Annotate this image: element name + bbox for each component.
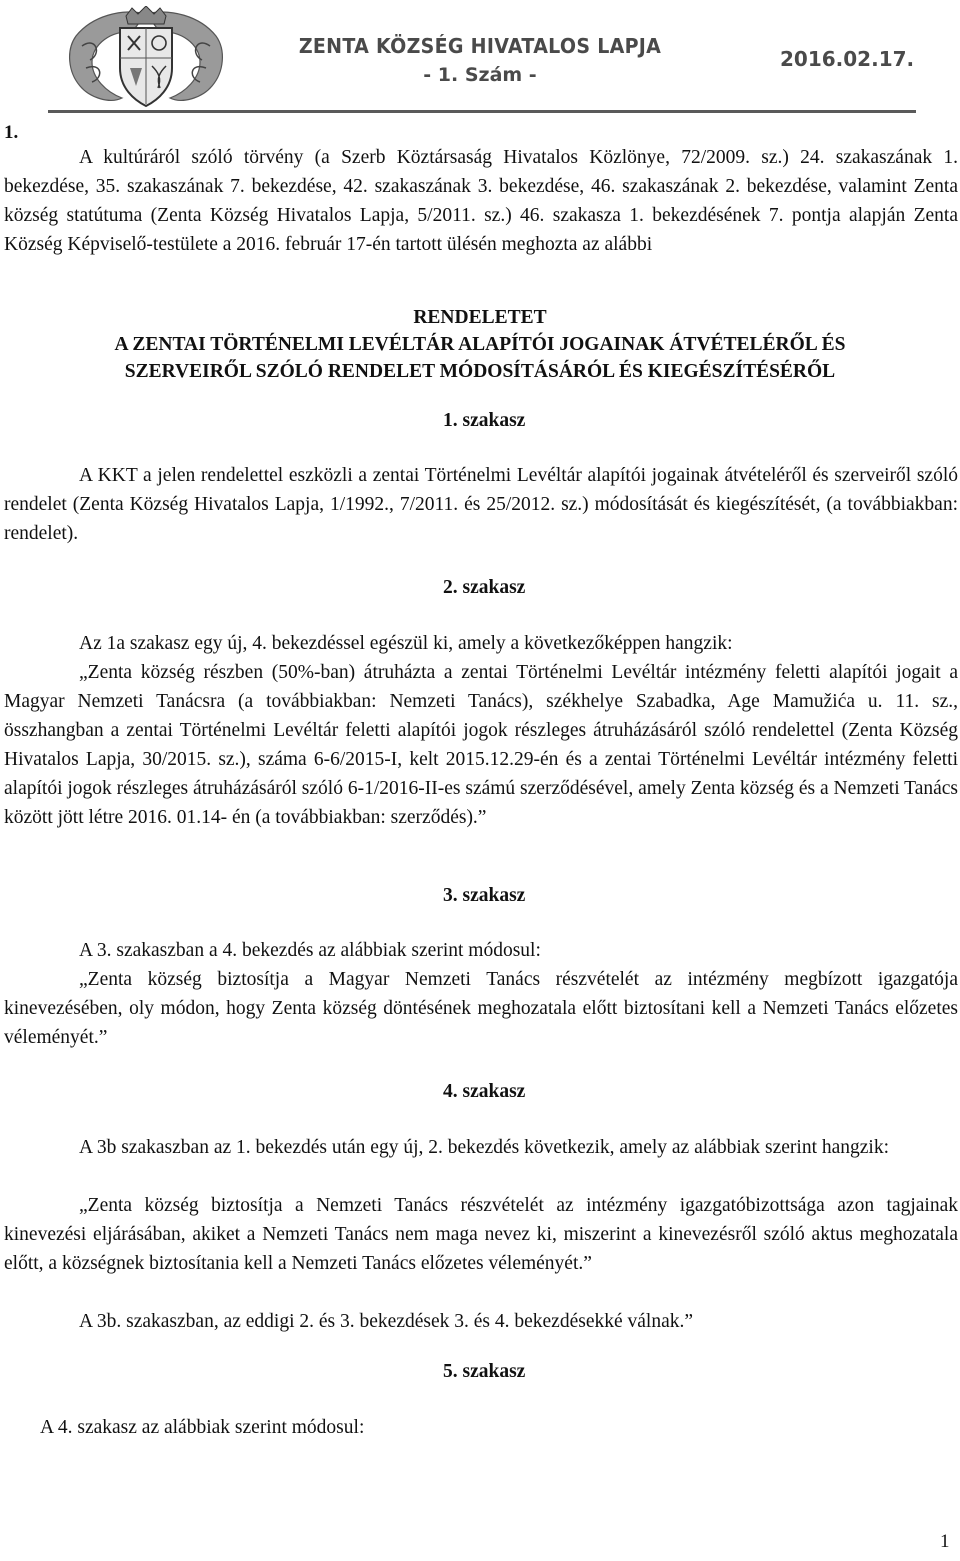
decree-title-line-1: RENDELETET [413, 307, 547, 328]
section-2-heading: 2. szakasz [443, 577, 526, 598]
page-header [0, 0, 960, 125]
intro-paragraph: A kultúráról szóló törvény (a Szerb Köztársaság Hivatalos Közlönye, 72/2009. sz.) 24. szakaszának 1. bekezdése, 35. szakaszának 7. bekezdése, 42. szakaszának 3. bekezdése, 46. szakaszának 2. bekezdése, valamint Zenta község statútuma (Zenta Község Hivatalos Lapja, 5/2011. sz.) 46. szakasza 1. bekezdésének 7. pontja alapján Zenta Község Képviselő-testülete a 2016. február 17-én tartott ülésén meghozta az alábbi [4, 147, 958, 255]
section-1-text: A KKT a jelen rendelettel eszközli a zentai Történelmi Levéltár alapítói jogainak átvételéről és szerveiről szóló rendelet (Zenta Község Hivatalos Lapja, 1/1992., 7/2011. és 25/2012. sz.) módosítását és kiegészítését, (a továbbiakban: rendelet). [4, 465, 958, 544]
section-3-heading: 3. szakasz [443, 885, 526, 906]
publication-title: ZENTA KÖZSÉG HIVATALOS LAPJA [298, 34, 662, 58]
section-2-intro: Az 1a szakasz egy új, 4. bekezdéssel egészül ki, amely a következőképpen hangzik: [79, 633, 733, 654]
section-2-quote: „Zenta község részben (50%-ban) átruházta a zentai Történelmi Levéltár intézmény feletti alapítói jogait a Magyar Nemzeti Tanácsra (a továbbiakban: Nemzeti Tanács), székhelye Szabadka, Age Mamužića u. 11. sz., összhangban a zentai Történelmi Levéltár feletti alapítói jogok részleges átruházásáról szóló rendelettel (Zenta Község Hivatalos Lapja, 30/2015. sz.), száma 6-6/2015-I, kelt 2015.12.29-én és a zentai Történelmi Levéltár intézmény feletti alapítói jogok részleges átruházásáról szóló 6-1/2016-II-es számú szerződésével, amely Zenta község és a Nemzeti Tanács között jött létre 2016. 01.14- én (a továbbiakban: szerződés).” [4, 662, 958, 828]
section-3-intro: A 3. szakaszban a 4. bekezdés az alábbiak szerint módosul: [79, 940, 541, 961]
section-4-heading: 4. szakasz [443, 1081, 526, 1102]
header-divider [48, 110, 916, 113]
page-number: 1 [940, 1531, 950, 1552]
section-5-heading: 5. szakasz [443, 1361, 526, 1382]
section-4-extra: A 3b. szakaszban, az eddigi 2. és 3. bekezdések 3. és 4. bekezdésekké válnak.” [79, 1311, 694, 1332]
section-5-intro: A 4. szakasz az alábbiak szerint módosul: [40, 1417, 365, 1438]
section-1-heading: 1. szakasz [443, 410, 526, 431]
issue-date: 2016.02.17. [780, 47, 915, 71]
decree-title-line-3: SZERVEIRŐL SZÓLÓ RENDELET MÓDOSÍTÁSÁRÓL ÉS KIEGÉSZÍTÉSÉRŐL [124, 361, 836, 382]
section-3-quote: „Zenta község biztosítja a Magyar Nemzeti Tanács részvételét az intézmény megbízott igazgatója kinevezésében, oly módon, hogy Zenta község döntésének meghozatala előtt biztosítani kell a Nemzeti Tanács előzetes véleményét.” [4, 969, 958, 1048]
document-number: 1. [4, 122, 19, 143]
coat-of-arms-icon [62, 6, 230, 110]
section-4-quote: „Zenta község biztosítja a Nemzeti Tanács részvételét az intézmény igazgatóbizottsága azon tagjainak kinevezési eljárásában, akiket a Nemzeti Tanács nem maga nevez ki, miszerint a kinevezésről szóló aktus meghozatala előtt, a községnek biztosítania kell a Nemzeti Tanács előzetes véleményét.” [4, 1195, 958, 1274]
decree-title-line-2: A ZENTAI TÖRTÉNELMI LEVÉLTÁR ALAPÍTÓI JOGAINAK ÁTVÉTELÉRŐL ÉS [114, 334, 846, 355]
section-4-intro: A 3b szakaszban az 1. bekezdés után egy új, 2. bekezdés következik, amely az alábbiak szerint hangzik: [79, 1137, 890, 1158]
issue-number: - 1. Szám - [423, 64, 537, 86]
